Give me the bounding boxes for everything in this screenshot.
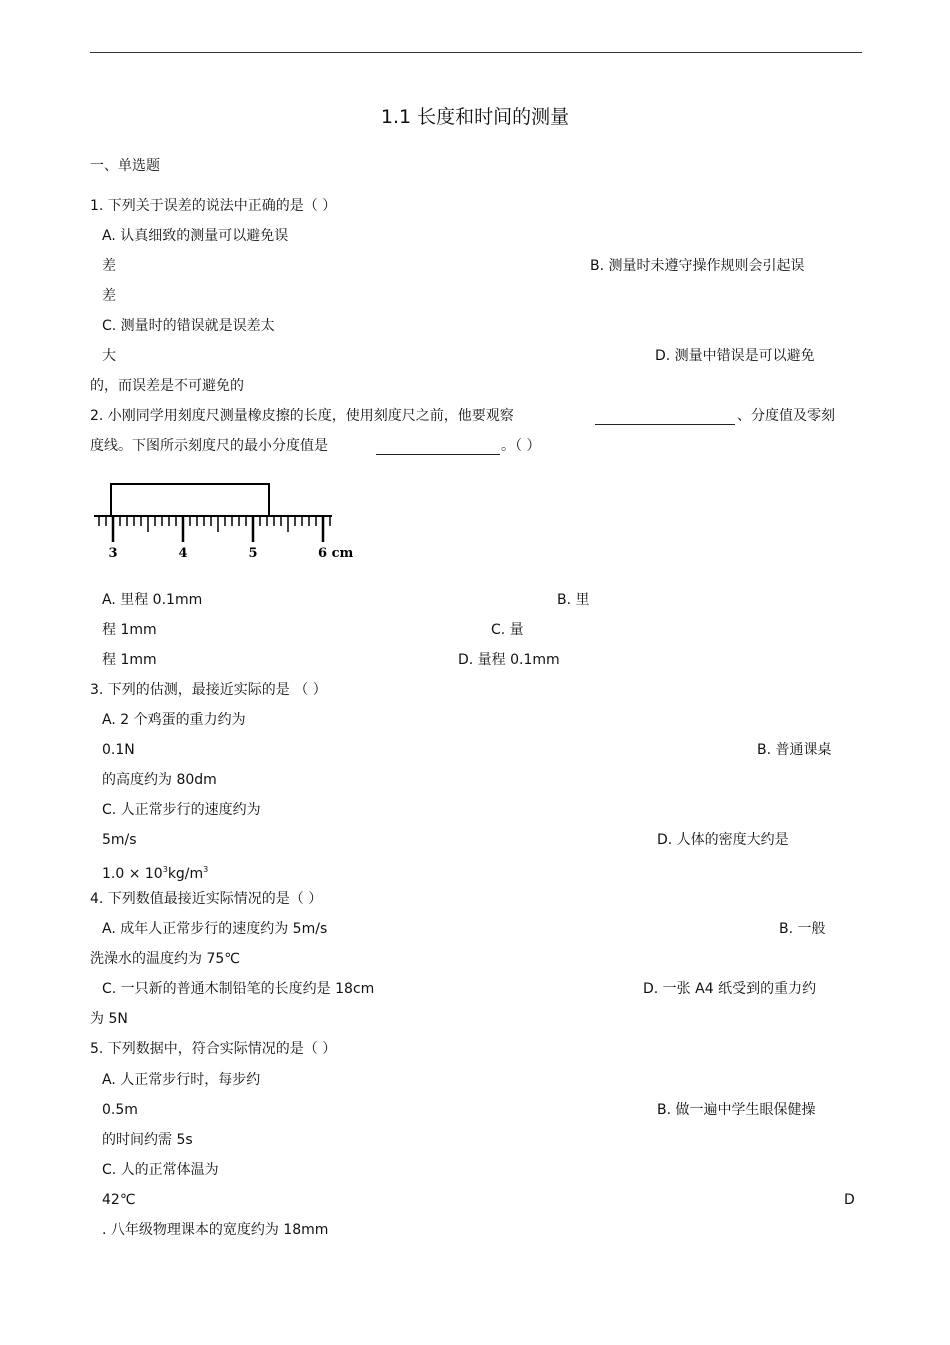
q5-option-a-cont: 0.5m <box>102 1102 138 1118</box>
q2-stem-line1: 2. 小刚同学用刻度尺测量橡皮擦的长度，使用刻度尺之前，他要观察 <box>90 408 514 424</box>
header-rule <box>90 52 862 53</box>
q3-stem: 3. 下列的估测，最接近实际的是 （ ） <box>90 682 327 698</box>
q2-blank-2[interactable] <box>376 454 500 455</box>
q2-stem-line2: 度线。下图所示刻度尺的最小分度值是 <box>90 438 328 454</box>
q1-option-a-cont: 差 <box>102 258 116 274</box>
q4-option-b[interactable]: B. 一般 <box>779 921 826 937</box>
q2-option-a[interactable]: A. 里程 0.1mm <box>102 592 203 608</box>
q5-stem: 5. 下列数据中，符合实际情况的是（ ） <box>90 1041 337 1057</box>
density-value: 1.0 × 10 <box>102 866 163 882</box>
q5-option-b[interactable]: B. 做一遍中学生眼保健操 <box>657 1102 816 1118</box>
q4-option-d[interactable]: D. 一张 A4 纸受到的重力约 <box>643 981 817 997</box>
q1-stem: 1. 下列关于误差的说法中正确的是（ ） <box>90 198 337 214</box>
q4-option-b-cont: 洗澡水的温度约为 75℃ <box>90 951 240 967</box>
q3-option-c[interactable]: C. 人正常步行的速度约为 <box>102 802 261 818</box>
q2-option-b-cont: 程 1mm <box>102 622 157 638</box>
ruler-figure <box>88 478 358 568</box>
q1-option-c-cont: 大 <box>102 348 116 364</box>
q3-option-b[interactable]: B. 普通课桌 <box>757 742 832 758</box>
density-exponent: 3 <box>162 865 168 874</box>
page-title: 1.1 长度和时间的测量 <box>380 106 570 128</box>
ruler-label-4: 4 <box>178 546 188 561</box>
q5-option-d-cont: . 八年级物理课本的宽度约为 18mm <box>102 1222 329 1238</box>
q3-option-d-cont <box>102 861 208 883</box>
q1-option-b[interactable]: B. 测量时未遵守操作规则会引起误 <box>590 258 805 274</box>
q1-option-c[interactable]: C. 测量时的错误就是误差太 <box>102 318 275 334</box>
q1-option-a[interactable]: A. 认真细致的测量可以避免误 <box>102 228 289 244</box>
q1-option-b-cont: 差 <box>102 288 116 304</box>
q3-option-b-cont: 的高度约为 80dm <box>102 772 217 788</box>
q4-option-a[interactable]: A. 成年人正常步行的速度约为 5m/s <box>102 921 328 937</box>
q5-option-c[interactable]: C. 人的正常体温为 <box>102 1162 219 1178</box>
q2-option-d[interactable]: D. 量程 0.1mm <box>458 652 560 668</box>
q2-option-c[interactable]: C. 量 <box>491 622 524 638</box>
q4-stem: 4. 下列数值最接近实际情况的是（ ） <box>90 891 323 907</box>
q3-option-d[interactable]: D. 人体的密度大约是 <box>657 832 789 848</box>
q2-blank-1[interactable] <box>595 424 735 425</box>
q1-option-d[interactable]: D. 测量中错误是可以避免 <box>655 348 815 364</box>
q3-option-c-cont: 5m/s <box>102 832 137 848</box>
ruler-label-6: 6 cm <box>318 546 354 561</box>
q2-stem-line1-tail: 、分度值及零刻 <box>737 408 835 424</box>
density-unit-exponent: 3 <box>203 865 209 874</box>
q3-option-a[interactable]: A. 2 个鸡蛋的重力约为 <box>102 712 246 728</box>
q5-option-b-cont: 的时间约需 5s <box>102 1132 193 1148</box>
q4-option-c[interactable]: C. 一只新的普通木制铅笔的长度约是 18cm <box>102 981 375 997</box>
q1-option-d-cont: 的，而误差是不可避免的 <box>90 378 244 394</box>
q5-option-a[interactable]: A. 人正常步行时，每步约 <box>102 1072 261 1088</box>
ruler-label-5: 5 <box>248 546 258 561</box>
q2-option-b[interactable]: B. 里 <box>557 592 590 608</box>
q5-option-c-cont: 42℃ <box>102 1192 136 1208</box>
eraser-outline <box>111 484 269 516</box>
density-unit: kg/m <box>167 866 204 882</box>
ruler-label-3: 3 <box>108 546 118 561</box>
q5-option-d[interactable]: D <box>844 1192 855 1208</box>
q4-option-d-cont: 为 5N <box>90 1011 128 1027</box>
q3-option-a-cont: 0.1N <box>102 742 135 758</box>
ruler-ticks <box>99 516 330 542</box>
q2-stem-line2-tail: 。（ ） <box>501 438 541 454</box>
q2-option-c-cont: 程 1mm <box>102 652 157 668</box>
section-heading: 一、单选题 <box>90 158 160 174</box>
